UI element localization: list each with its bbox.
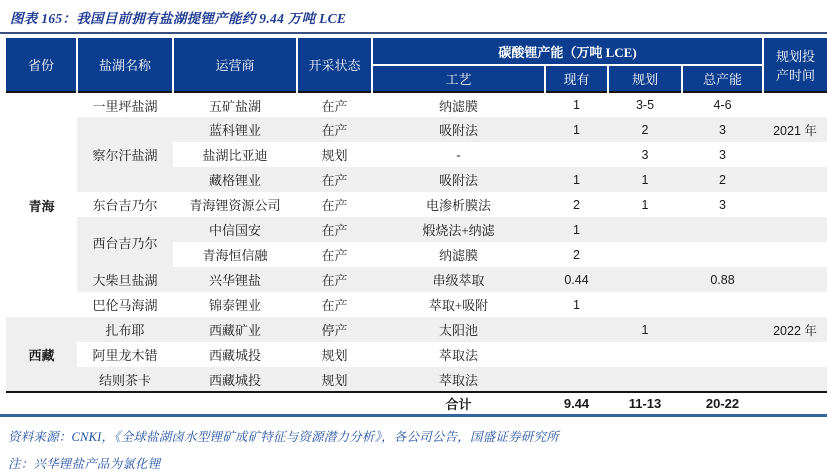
- cell-planned: [608, 292, 682, 317]
- table-row: [6, 117, 827, 142]
- cell-existing: 2: [573, 247, 580, 262]
- cell-lake: 东台吉乃尔: [92, 198, 158, 213]
- cell-process: 纳滤膜: [372, 92, 545, 117]
- cell-lake: 一里坪盐湖: [77, 92, 173, 117]
- cell-total: [682, 317, 763, 342]
- cell-operator: 中信国安: [208, 223, 261, 238]
- cell-process: 煅烧法+纳滤: [422, 223, 495, 238]
- cell-lake: 大柴旦盐湖: [92, 273, 158, 288]
- cell-process: 太阳池: [438, 323, 478, 338]
- cell-planned: 3: [641, 147, 649, 162]
- table-body: [6, 92, 827, 414]
- column-header-capacity-group: 碳酸锂产能（万吨 LCE): [372, 38, 763, 65]
- table-row: [6, 342, 827, 367]
- cell-status: 在产: [321, 273, 348, 288]
- cell-process: 纳滤膜: [438, 248, 478, 263]
- column-header-status: 开采状态: [297, 38, 372, 92]
- cell-total-label: 合计: [372, 392, 545, 414]
- cell-time: 2021 年: [773, 123, 817, 138]
- cell-operator: 蓝科锂业: [208, 123, 261, 138]
- cell-operator: 藏格锂业: [208, 173, 261, 188]
- cell-province: 青海: [6, 92, 77, 317]
- figure-footer: [8, 427, 827, 472]
- cell-status: 在产: [321, 123, 348, 138]
- column-header-planned: 规划: [608, 65, 682, 92]
- table-row: [6, 92, 827, 117]
- cell-operator: 青海恒信融: [202, 248, 268, 263]
- column-header-operator: 运营商: [173, 38, 297, 92]
- cell-status: 规划: [321, 148, 348, 163]
- table-bottom-divider: [0, 414, 827, 417]
- cell-operator: 五矿盐湖: [173, 92, 297, 117]
- cell-total: 3: [719, 147, 726, 162]
- cell-existing: 1: [573, 297, 580, 312]
- title-divider: [0, 32, 827, 34]
- cell-total: 2: [719, 172, 726, 187]
- capacity-table: [6, 38, 827, 414]
- cell-total-spacer: [6, 392, 372, 414]
- cell-total: 3: [719, 122, 726, 137]
- cell-lake: 阿里龙木错: [92, 348, 158, 363]
- cell-process: 萃取法: [438, 372, 478, 388]
- cell-existing: 2: [573, 197, 580, 212]
- cell-planned: [608, 242, 682, 267]
- column-header-province: 省份: [6, 38, 77, 92]
- cell-planned: 1: [641, 322, 649, 337]
- cell-operator: 盐湖比亚迪: [202, 148, 268, 163]
- cell-total-capacity: 20-22: [682, 392, 763, 414]
- cell-existing: 1: [573, 122, 580, 137]
- cell-existing: [545, 342, 608, 367]
- cell-process: 串级萃取: [432, 273, 485, 288]
- cell-planned: [608, 342, 682, 367]
- cell-status: 在产: [321, 198, 348, 213]
- cell-status: 在产: [321, 173, 348, 188]
- cell-process: 吸附法: [438, 173, 478, 188]
- cell-process: -: [456, 146, 461, 162]
- cell-operator: 锦泰锂业: [208, 298, 261, 313]
- cell-existing: [545, 317, 608, 342]
- column-header-lake: 盐湖名称: [77, 38, 173, 92]
- cell-existing: 1: [573, 172, 580, 187]
- column-header-time: 规划投产时间: [763, 38, 827, 92]
- table-row: [6, 267, 827, 292]
- cell-planned: [608, 367, 682, 392]
- cell-province: 西藏: [6, 317, 77, 392]
- cell-total-time: [763, 392, 827, 414]
- table-row: [6, 292, 827, 317]
- cell-planned: [608, 267, 682, 292]
- cell-time: [763, 292, 827, 317]
- source-note: 资料来源：CNKI，《全球盐湖卤水型锂矿成矿特征与资源潜力分析》，各公司公告，国盛证券研究所: [8, 430, 559, 444]
- cell-time: [763, 92, 827, 117]
- table-total-row: [6, 392, 827, 414]
- cell-status: 规划: [321, 372, 348, 388]
- cell-total: [682, 242, 763, 267]
- cell-status: 规划: [321, 348, 348, 363]
- cell-total: 0.88: [710, 272, 735, 287]
- cell-total: [682, 292, 763, 317]
- cell-process: 萃取法: [438, 348, 478, 363]
- cell-status: 停产: [321, 323, 348, 338]
- cell-time: [763, 192, 827, 217]
- cell-existing: 1: [545, 92, 608, 117]
- cell-time: [763, 342, 827, 367]
- cell-lake: 扎布耶: [105, 323, 145, 338]
- cell-operator: 西藏矿业: [208, 323, 261, 338]
- cell-planned: 2: [641, 122, 649, 137]
- cell-lake: 巴伦马海湖: [92, 298, 158, 313]
- cell-planned: 1: [641, 197, 649, 212]
- cell-planned: [608, 217, 682, 242]
- cell-total-planned: 11-13: [608, 392, 682, 414]
- column-header-total: 总产能: [682, 65, 763, 92]
- cell-total: 4-6: [682, 92, 763, 117]
- column-header-existing: 现有: [545, 65, 608, 92]
- column-header-process: 工艺: [372, 65, 545, 92]
- table-row: [6, 192, 827, 217]
- cell-total: [682, 342, 763, 367]
- table-header: [6, 38, 827, 92]
- cell-operator: 西藏城投: [208, 348, 261, 363]
- cell-existing: 1: [573, 222, 580, 237]
- cell-process: 萃取+吸附: [428, 298, 489, 313]
- cell-lake: 西台吉乃尔: [77, 217, 173, 267]
- cell-total: 3: [719, 197, 726, 212]
- cell-time: [763, 242, 827, 267]
- cell-total: [682, 217, 763, 242]
- cell-existing: [545, 142, 608, 167]
- cell-operator: 兴华锂盐: [208, 273, 261, 288]
- cell-process: 吸附法: [438, 123, 478, 138]
- cell-time: [763, 217, 827, 242]
- table-row: [6, 217, 827, 242]
- table-row: [6, 367, 827, 392]
- cell-total-existing: 9.44: [545, 392, 608, 414]
- cell-lake: 结则茶卡: [98, 372, 151, 388]
- cell-operator: 青海锂资源公司: [189, 198, 281, 213]
- remark-note: 注：兴华锂盐产品为氯化锂: [8, 457, 161, 471]
- cell-total: [682, 367, 763, 392]
- cell-status: 在产: [297, 92, 372, 117]
- cell-status: 在产: [321, 223, 348, 238]
- cell-existing: [545, 367, 608, 392]
- cell-process: 电渗析膜法: [425, 198, 491, 213]
- cell-planned: 3-5: [608, 92, 682, 117]
- cell-lake: 察尔汗盐湖: [77, 117, 173, 192]
- cell-status: 在产: [321, 248, 348, 263]
- cell-existing: 0.44: [564, 272, 589, 287]
- cell-operator: 西藏城投: [208, 372, 261, 388]
- cell-status: 在产: [321, 298, 348, 313]
- figure-title: 图表 165：我国目前拥有盐湖提锂产能约 9.44 万吨 LCE: [10, 11, 347, 26]
- cell-time: [763, 142, 827, 167]
- cell-planned: 1: [641, 172, 649, 187]
- cell-time: [763, 367, 827, 392]
- cell-time: [763, 167, 827, 192]
- cell-time: 2022 年: [773, 323, 817, 338]
- header-row-1: [6, 38, 827, 65]
- report-figure-page: [0, 7, 827, 469]
- cell-time: [763, 267, 827, 292]
- table-row: [6, 317, 827, 342]
